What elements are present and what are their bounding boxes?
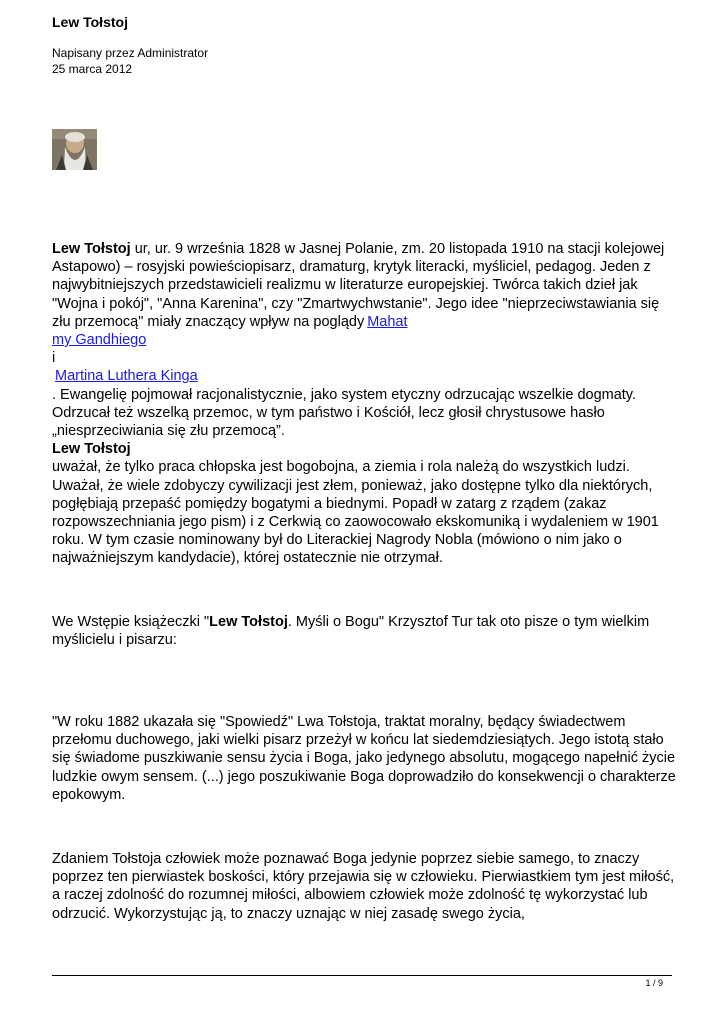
author-line: Napisany przez Administrator bbox=[52, 46, 209, 60]
portrait-image bbox=[52, 129, 97, 170]
subject-name-bold bbox=[52, 440, 677, 458]
confession-paragraph: "W roku 1882 ukazała się "Spowiedź" Lwa Tołstoja, traktat moralny, będący świadectwem przełomu duchowego, jaki wielki pisarz przeżył w końcu lat siedemdziesiątych. Jego istotą stało się świadome puszkiwanie sensu życia i Boga, jako jedynego absolutu, mogącego napełnić życie ludzkie owym sensem. (...) jego poszukiwanie Boga doprowadziło do konsekwencji o charakterze epokowym. bbox=[52, 714, 676, 803]
subject-name-label: Lew Tołstoj bbox=[52, 441, 131, 458]
spacer bbox=[52, 649, 677, 713]
publish-date: 25 marca 2012 bbox=[52, 62, 133, 76]
article-body bbox=[52, 240, 677, 923]
book-title-bold: Lew Tołstoj bbox=[209, 613, 288, 630]
document-title: Lew Tołstoj bbox=[52, 14, 128, 30]
mlk-link-line bbox=[52, 367, 677, 385]
gospel-paragraph: . Ewangelię pojmował racjonalistycznie, jako system etyczny odrzucając wszelkie dogmaty. Odrzucał też wszelką przemoc, w tym państwo i Kościół, lecz głosił chrystusowe hasło „niesprzeciwiania się złu przemocą”. bbox=[52, 386, 637, 440]
conjunction-text: i bbox=[52, 350, 56, 367]
views-paragraph: uważał, że tylko praca chłopska jest bogobojna, a ziemia i rola należą do wszystkich ludzi. Uważał, że wiele zdobyczy cywilizacji jest złem, ponieważ, jako dostępne tylko dla niektórych, pogłębiają przepaść pomiędzy bogatymi a biednymi. Popadł w zatarg z rządem (zakaz rozpowszechniania jego pism) i z Cerkwią co zaowocowało ekskomuniką i wydaleniem w 1901 roku. W tym czasie nominowany był do Literackiej Nagrody Nobla (mówiono o nim jako o najważniejszym kandydacie), której ostatecznie nie otrzymał. bbox=[52, 459, 659, 567]
mlk-link[interactable]: Martina Luthera Kinga bbox=[55, 368, 198, 385]
footer-divider bbox=[52, 975, 672, 976]
gandhi-link-line bbox=[52, 331, 677, 349]
god-knowledge-paragraph: Zdaniem Tołstoja człowiek może poznawać Boga jedynie poprzez siebie samego, to znaczy poprzez ten pierwiastek boskości, który przejawia się w człowieku. Pierwiastkiem tym jest miłość, a raczej zdolność do rozumnej miłości, albowiem człowiek może zdolność tę wykorzystać lub odrzucić. Wykorzystując ją, to znaczy uznając w niej zasadę swego życia, bbox=[52, 851, 675, 922]
gandhi-link-part2[interactable]: my Gandhiego bbox=[52, 332, 147, 349]
page-number: 1 / 9 bbox=[645, 978, 663, 988]
spacer bbox=[52, 568, 677, 613]
intro-text: ur, ur. 9 września 1828 w Jasnej Polanie, zm. 20 listopada 1910 na stacji kolejowej Astapowo) – rosyjski powieściopisarz, dramaturg, krytyk literacki, myśliciel, pedagog. Jeden z najwybitniejszych przedstawicieli realizmu w literaturze europejskiej. Twórca takich dzieł jak "Wojna i pokój", "Anna Karenina", czy "Zmartwychwstanie". Jego idee "nieprzeciwstawiania się złu przemocą" miały znaczący wpływ na poglądy bbox=[52, 241, 665, 330]
intro-quote-post: . Myśli o Bogu" Krzysztof Tur tak oto pisze o tym wielkim myślicielu i pisarzu: bbox=[52, 613, 650, 648]
gandhi-link-part1-wrap bbox=[364, 314, 407, 330]
tolstoy-portrait bbox=[52, 129, 97, 170]
intro-paragraph bbox=[52, 240, 677, 331]
intro-quote-pre: We Wstępie książeczki " bbox=[52, 613, 210, 630]
subject-name: Lew Tołstoj bbox=[52, 241, 131, 257]
gandhi-link-part1[interactable]: Mahat bbox=[367, 313, 408, 330]
intro-quote-paragraph bbox=[52, 613, 677, 649]
spacer bbox=[52, 804, 677, 850]
